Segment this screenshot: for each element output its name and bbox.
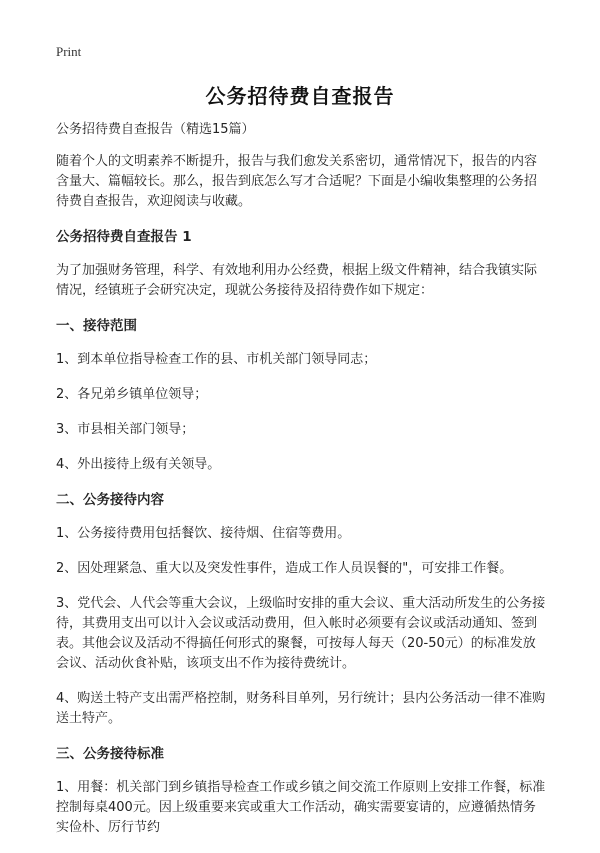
heading-content: 二、公务接待内容 [56, 492, 164, 508]
paragraph: 为了加强财务管理，科学、有效地利用办公经费，根据上级文件精神，结合我镇实际情况，经镇班子会研究决定，现就公务接待及招待费作如下规定： [56, 263, 538, 298]
list-item: 1、用餐：机关部门到乡镇指导检查工作或乡镇之间交流工作原则上安排工作餐，标准控制每桌400元。因上级重要来宾或重大工作活动，确实需要宴请的，应遵循热情务实俭朴、厉行节约 [56, 780, 546, 835]
list-item: 3、党代会、人代会等重大会议，上级临时安排的重大会议、重大活动所发生的公务接待，其费用支出可以计入会议或活动费用，但入帐时必须要有会议或活动通知、签到表。其他会议及活动不得搞任何形式的聚餐，可按每人每天（20-50元）的标准发放会议、活动伙食补贴，该项支出不作为接待费统计。 [56, 596, 546, 671]
heading-standard: 三、公务接待标准 [56, 746, 164, 762]
document-body [56, 120, 548, 853]
list-item: 4、外出接待上级有关领导。 [56, 457, 221, 472]
list-item: 4、购送土特产支出需严格控制，财务科目单列，另行统计；县内公务活动一律不准购送土特产。 [56, 691, 546, 726]
page-title: 公务招待费自查报告 [205, 84, 395, 108]
heading-scope: 一、接待范围 [56, 318, 137, 334]
list-item: 3、市县相关部门领导； [56, 422, 195, 437]
document-subtitle: 公务招待费自查报告（精选15篇） [56, 122, 255, 137]
list-item: 1、公务接待费用包括餐饮、接待烟、住宿等费用。 [56, 526, 351, 541]
print-link[interactable]: Print [56, 44, 82, 59]
list-item: 1、到本单位指导检查工作的县、市机关部门领导同志； [56, 352, 377, 367]
section-heading: 公务招待费自查报告 1 [56, 229, 192, 245]
list-item: 2、因处理紧急、重大以及突发性事件，造成工作人员误餐的"，可安排工作餐。 [56, 561, 513, 576]
list-item: 2、各兄弟乡镇单位领导； [56, 387, 208, 402]
intro-paragraph: 随着个人的文明素养不断提升，报告与我们愈发关系密切，通常情况下，报告的内容含量大、篇幅较长。那么，报告到底怎么写才合适呢？下面是小编收集整理的公务招待费自查报告，欢迎阅读与收藏。 [56, 154, 538, 209]
